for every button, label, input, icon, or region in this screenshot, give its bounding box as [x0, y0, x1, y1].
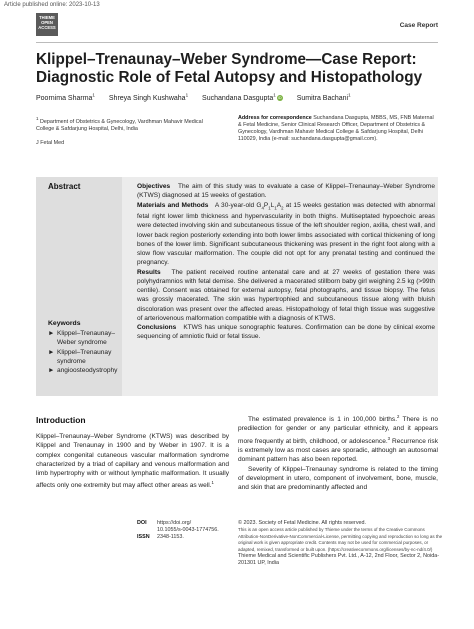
- bullet-arrow-icon: ►: [48, 348, 55, 356]
- paragraph: Severity of Klippel–Trenaunay syndrome is related to the timing of development in utero, component of involvement, bone, muscle, and skin that are predominantly affected and: [238, 465, 438, 492]
- conclusions-text: KTWS has unique sonographic features. Confirmation can be done by clinical exome sequencing of amniotic fluid or fetal tissue.: [137, 324, 435, 341]
- doi-link[interactable]: https://doi.org/: [157, 520, 192, 526]
- author-name: Sumitra Bachani: [296, 95, 349, 103]
- reference-marker[interactable]: 1: [211, 480, 214, 486]
- obstetric-formula-part: 2: [281, 204, 284, 210]
- affiliation-marker: 1: [348, 93, 351, 98]
- author[interactable]: [36, 95, 95, 102]
- abstract-body: [137, 182, 435, 342]
- keywords-heading: Keywords: [48, 320, 81, 327]
- author-name: Suchandana Dasgupta: [202, 95, 274, 103]
- license-block: [238, 520, 443, 567]
- journal-name: J Fetal Med: [36, 140, 65, 146]
- logo-line-2: OPEN: [41, 20, 53, 26]
- paragraph-text: The estimated prevalence is 1 in 100,000 births.: [248, 416, 398, 424]
- methods-text-start: A 30-year-old G: [214, 201, 262, 209]
- orcid-icon[interactable]: iD: [277, 95, 282, 101]
- publisher-address: Thieme Medical and Scientific Publishers Pvt. Ltd., A-12, 2nd Floor, Sector 2, Noida-201301 UP, India: [238, 553, 440, 567]
- obstetric-formula-part: A: [276, 201, 282, 209]
- objectives-label: Objectives: [137, 183, 171, 190]
- section-label: Case Report: [399, 22, 438, 29]
- methods-label: Materials and Methods: [137, 201, 209, 209]
- conclusions-label: Conclusions: [137, 324, 177, 332]
- author-name: Shreya Singh Kushwaha: [108, 95, 186, 103]
- issn-value: 2348-1153.: [157, 534, 184, 541]
- keyword-text: Klippel–Trenaunay syndrome: [57, 348, 112, 365]
- issn-label: ISSN: [137, 534, 150, 541]
- obstetric-formula-part: 4: [261, 204, 264, 210]
- reference-marker[interactable]: 3: [387, 435, 391, 441]
- article-title: Klippel–Trenaunay–Weber Syndrome—Case Report: Diagnostic Role of Fetal Autopsy and Histopathology: [36, 51, 423, 86]
- keyword-item[interactable]: [48, 329, 130, 348]
- results-text: The patient received routine antenatal care and at 27 weeks of gestation there was polyhydramnios with fetal demise. She delivered a macerated stillborn baby girl weighing 2.5 kg (>99th centile). Consent was obtained for external autopsy, fetal photographs, and tissue biopsy. The fetus was grossly macerated. The skin was hypertrophied and subcutaneous tissue along with bluish discoloration was present over the affected areas. Histopathology of fetal thigh tissue was suggestive of arteriovenous malformation compatible with a diagnosis of KTWS.: [137, 268, 435, 322]
- objectives-text: The aim of this study was to evaluate a case of Klippel–Trenaunay–Weber Syndrome (KTWS) diagnosed at 15 weeks of gestation.: [137, 183, 436, 200]
- author-name: Poornima Sharma: [36, 95, 93, 103]
- obstetric-formula-part: L: [270, 201, 275, 209]
- license-text: This is an open access article published by Thieme under the terms of the Creative Commons Attribution-NonDerivative-NonCommercial-License, permitting copying and reproduction so long as the original work is given appropriate credit. Contents may not be used for commercial purposes, or adapted, remixed, transformed or built upon. (https://creativecommons.org/licenses/by-nc-nd/4.0/): [238, 527, 443, 552]
- introduction-heading: Introduction: [36, 415, 86, 425]
- thieme-open-access-logo: [36, 13, 58, 36]
- doi-line: [137, 520, 232, 527]
- obstetric-formula-part: 1: [268, 204, 271, 210]
- author-list: [36, 93, 446, 102]
- doi-block: [137, 520, 232, 541]
- paragraph-text: There is no predilection for gender or any particular ethnicity, and it appears more frequently at birth, childhood, or adolescence.: [238, 416, 439, 445]
- abstract-conclusions: [137, 323, 435, 342]
- bullet-arrow-icon: ►: [48, 367, 55, 374]
- obstetric-formula-part: P: [263, 201, 269, 209]
- author[interactable]: [202, 95, 283, 102]
- author[interactable]: [109, 95, 188, 102]
- doi-line: [137, 527, 232, 534]
- keyword-item[interactable]: [48, 366, 130, 375]
- copyright-text: © 2023. Society of Fetal Medicine. All rights reserved.: [238, 520, 367, 526]
- methods-text: at 15 weeks gestation was detected with abnormal fetal right lower limb thickness and hypervascularity in both thighs. Multiseptated hypoechoic areas were detected involving skin and subcutaneous tissue of the left shoulder region, axilla, chest wall, and lower back region posteriorly extending into both lower limbs associated with cortical thickening of long bones of the lower limb. Significant subcutaneous thickening was present in the right foot along with a slow flow vascular malformation. The couple did not opt for any prenatal testing and continued the pregnancy.: [137, 201, 435, 267]
- obstetric-formula-part: 1: [274, 204, 277, 210]
- affiliation: [36, 115, 211, 133]
- abstract-results: [137, 268, 435, 324]
- header-divider: [36, 42, 438, 43]
- author[interactable]: [297, 95, 351, 102]
- paragraph: [238, 412, 438, 465]
- affiliation-marker: 1: [185, 93, 189, 98]
- correspondence: [238, 115, 438, 143]
- publication-date: Article published online: 2023-10-13: [4, 2, 100, 8]
- bullet-arrow-icon: ►: [48, 330, 55, 337]
- abstract-methods: [137, 201, 435, 268]
- issn-line: [137, 534, 232, 541]
- affiliation-marker: 1: [36, 116, 39, 121]
- keywords-list: [48, 329, 130, 375]
- correspondence-label: Address for correspondence: [238, 115, 312, 121]
- affiliation-marker: 1: [92, 93, 95, 98]
- introduction-paragraph: Klippel–Trenaunay–Weber Syndrome (KTWS) was described by Klippel and Trenaunay in 1900 and by Weber in 1907. It is a complex congenital cutaneous vascular malformation syndrome characterized by a triad of capillary and venous malformation and limb hypertrophy with or without lymphatic malformation. It usually affects only one extremity but may affect other areas as well.: [36, 433, 229, 490]
- keyword-item[interactable]: [48, 348, 130, 367]
- results-label: Results: [137, 268, 161, 276]
- affiliation-marker: 1: [273, 93, 276, 98]
- doi-value[interactable]: 10.1055/s-0043-1774756.: [157, 527, 219, 534]
- affiliation-text: Department of Obstetrics & Gynecology, Vardhman Mahavir Medical College & Safdarjung Hospital, Delhi, India: [36, 118, 203, 132]
- reference-marker[interactable]: 2: [397, 414, 400, 419]
- keyword-text: angioosteodystrophy: [57, 367, 118, 374]
- body-right-column: [238, 412, 438, 492]
- logo-line-1: THIEME: [39, 15, 55, 20]
- doi-label: DOI: [137, 520, 147, 526]
- logo-line-3: ACCESS: [38, 25, 56, 31]
- introduction-text: [36, 432, 229, 491]
- keyword-text: Klippel–Trenaunay–Weber syndrome: [57, 330, 115, 347]
- paragraph-text: Recurrence risk is extremely low as most cases are sporadic, although an autosomal dominant pattern has also been reported.: [238, 437, 438, 464]
- abstract-heading: Abstract: [48, 182, 81, 191]
- correspondence-text: Suchandana Dasgupta, MBBS, MS, FNB Maternal & Fetal Medicine, Senior Clinical Research Officer, Department of Obstetrics & Gynecology, Vardhman Mahavir Medical College & Safdarjung Hospital, Delhi 110029, India (e-mail: suchandana.dasgupta@gmail.com).: [238, 115, 434, 143]
- abstract-objectives: [137, 182, 435, 201]
